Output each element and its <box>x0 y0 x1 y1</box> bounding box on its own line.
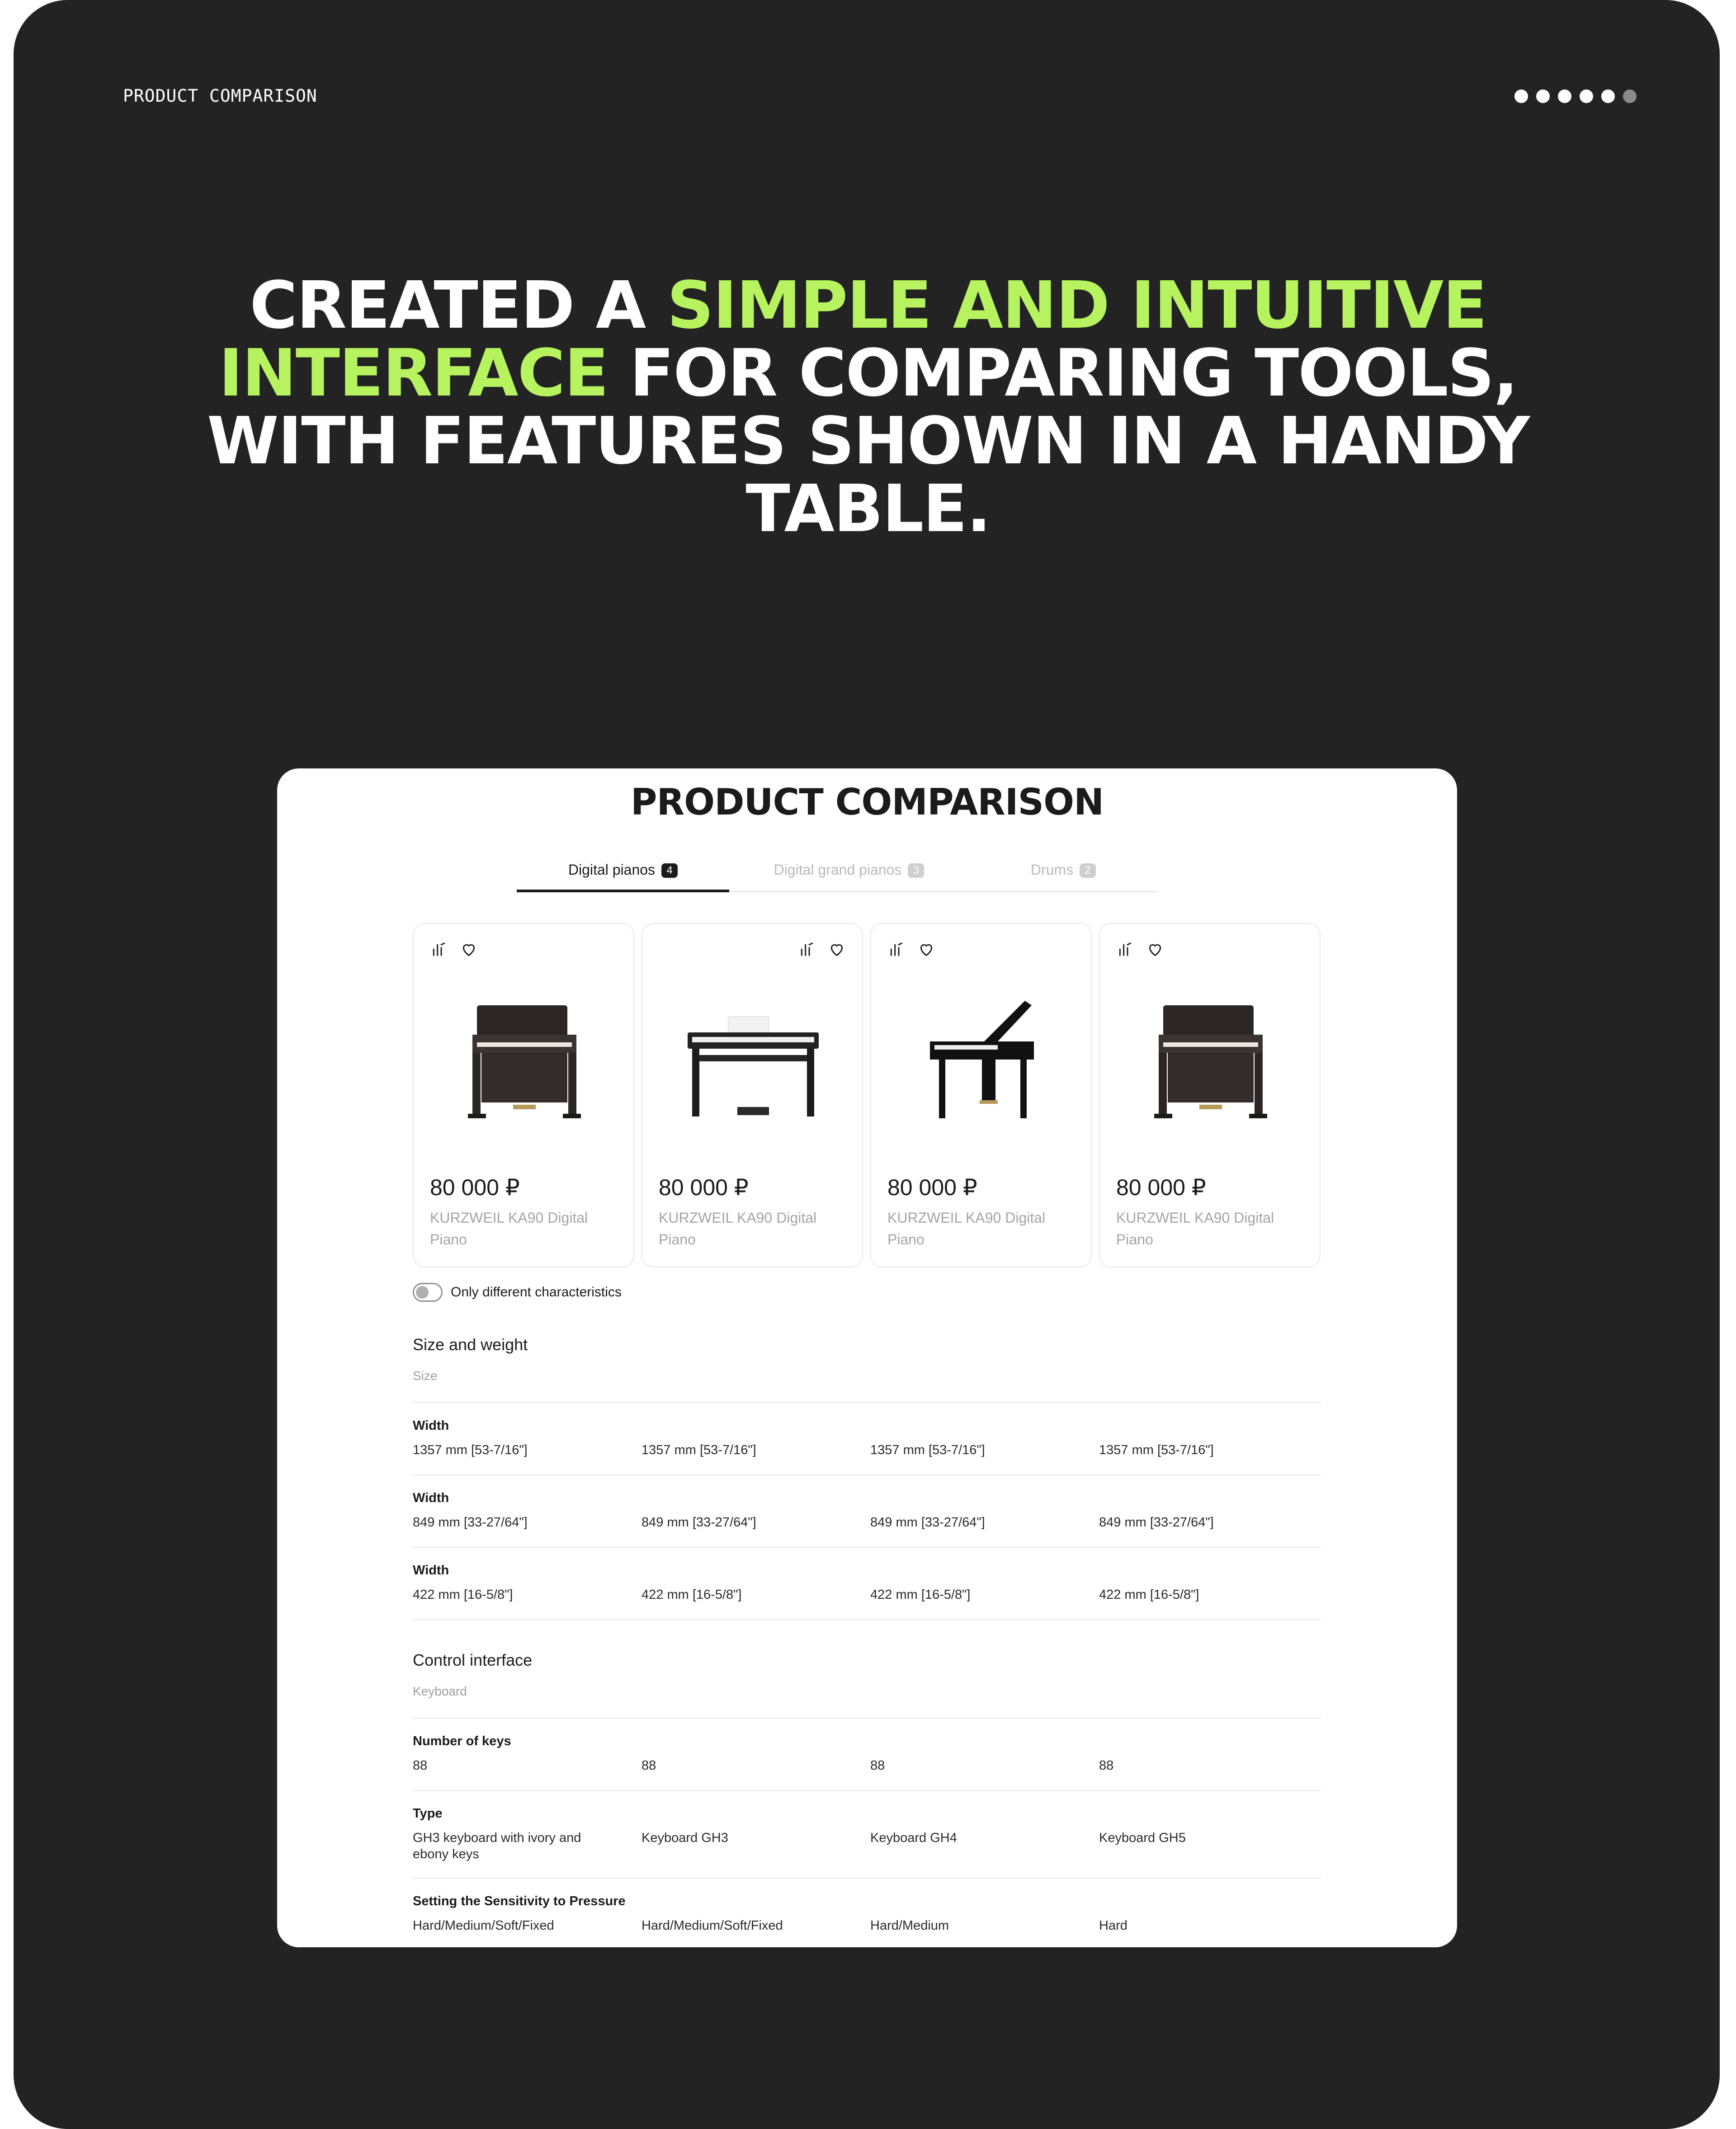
tab-drums[interactable] <box>969 862 1158 892</box>
pagination-dot[interactable] <box>1558 89 1571 103</box>
spec-value: Keyboard GH3 <box>642 1831 728 1845</box>
pagination-dot[interactable] <box>1536 89 1550 103</box>
spec-value: Hard/Medium <box>870 1918 949 1933</box>
headline-line-2 <box>0 335 1736 411</box>
top-label: PRODUCT COMPARISON <box>123 86 317 106</box>
product-card[interactable] <box>1099 923 1321 1267</box>
spec-value: 422 mm [16-5/8"] <box>642 1587 742 1602</box>
spec-value: 88 <box>870 1758 885 1773</box>
divider <box>413 1474 1321 1475</box>
stage-piano-image <box>674 992 832 1127</box>
headline-highlight: INTERFACE <box>218 335 608 411</box>
tab-count-badge: 3 <box>908 863 924 878</box>
headline-text: CREATED A <box>250 267 667 343</box>
heart-icon[interactable] <box>460 940 478 958</box>
compare-icon[interactable] <box>798 940 816 958</box>
toggle-knob <box>416 1286 429 1299</box>
tab-digital-pianos[interactable] <box>517 862 729 892</box>
compare-icon[interactable] <box>1116 940 1134 958</box>
toggle-label: Only different characteristics <box>451 1285 622 1300</box>
tab-count-badge: 4 <box>661 863 678 878</box>
headline-highlight: SIMPLE AND INTUITIVE <box>667 267 1486 343</box>
spec-value: 1357 mm [53-7/16"] <box>870 1443 985 1457</box>
spec-value: 422 mm [16-5/8"] <box>1099 1587 1199 1602</box>
product-actions <box>887 940 935 958</box>
spec-label: Type <box>413 1806 443 1821</box>
spec-value: Hard <box>1099 1918 1127 1933</box>
product-price: 80 000 ₽ <box>659 1175 749 1200</box>
headline-line-1 <box>0 267 1736 343</box>
headline-text: FOR COMPARING TOOLS, <box>608 335 1518 411</box>
grand-piano-image <box>903 992 1061 1127</box>
section-subtitle: Keyboard <box>413 1684 467 1698</box>
spec-label: Width <box>413 1418 449 1433</box>
headline-line-3: WITH FEATURES SHOWN IN A HANDY <box>207 403 1529 479</box>
pagination-dot[interactable] <box>1601 89 1615 103</box>
section-title: Size and weight <box>413 1335 528 1354</box>
only-different-toggle-row <box>413 1283 622 1302</box>
headline <box>0 267 1736 546</box>
spec-value: 1357 mm [53-7/16"] <box>642 1443 756 1457</box>
compare-icon[interactable] <box>430 940 448 958</box>
spec-value: 422 mm [16-5/8"] <box>870 1587 971 1602</box>
spec-label: Setting the Sensitivity to Pressure <box>413 1894 626 1908</box>
divider <box>413 1718 1321 1719</box>
page-title: PRODUCT COMPARISON <box>630 781 1104 823</box>
product-price: 80 000 ₽ <box>430 1175 520 1200</box>
pagination-dots <box>1514 89 1637 103</box>
section-title: Control interface <box>413 1651 533 1669</box>
product-cards <box>413 923 1321 1267</box>
upright-piano-image <box>1132 992 1290 1127</box>
divider <box>413 1878 1321 1879</box>
pagination-dot[interactable] <box>1514 89 1528 103</box>
product-price: 80 000 ₽ <box>1116 1175 1206 1200</box>
product-actions <box>798 940 846 958</box>
divider <box>413 1619 1321 1620</box>
spec-value: Keyboard GH5 <box>1099 1831 1186 1845</box>
tab-count-badge: 2 <box>1080 863 1096 878</box>
heart-icon[interactable] <box>828 940 846 958</box>
spec-label: Width <box>413 1491 449 1505</box>
product-price: 80 000 ₽ <box>887 1175 977 1200</box>
product-card[interactable] <box>413 923 634 1267</box>
spec-value: 849 mm [33-27/64"] <box>413 1515 528 1530</box>
spec-value: 1357 mm [53-7/16"] <box>1099 1443 1214 1457</box>
headline-line-4: TABLE. <box>745 471 991 546</box>
product-actions <box>430 940 478 958</box>
compare-icon[interactable] <box>887 940 906 958</box>
spec-value: GH3 keyboard with ivory and ebony keys <box>413 1831 581 1861</box>
divider <box>413 1547 1321 1548</box>
tab-digital-grand-pianos[interactable] <box>729 862 969 892</box>
product-name[interactable]: KURZWEIL KA90 Digital Piano <box>430 1210 588 1248</box>
spec-value: Hard/Medium/Soft/Fixed <box>642 1918 783 1933</box>
spec-value: 849 mm [33-27/64"] <box>642 1515 756 1530</box>
divider <box>413 1790 1321 1791</box>
product-card[interactable] <box>870 923 1092 1267</box>
spec-value: 849 mm [33-27/64"] <box>1099 1515 1214 1530</box>
section-subtitle: Size <box>413 1369 438 1383</box>
product-name[interactable]: KURZWEIL KA90 Digital Piano <box>1116 1210 1274 1248</box>
heart-icon[interactable] <box>1146 940 1164 958</box>
spec-value: 422 mm [16-5/8"] <box>413 1587 513 1602</box>
product-name[interactable]: KURZWEIL KA90 Digital Piano <box>887 1210 1046 1248</box>
only-different-toggle[interactable] <box>413 1283 443 1302</box>
spec-value: 849 mm [33-27/64"] <box>870 1515 985 1530</box>
tab-label: Digital grand pianos <box>774 862 902 878</box>
comparison-card <box>277 768 1457 1947</box>
heart-icon[interactable] <box>917 940 935 958</box>
tab-label: Drums <box>1030 862 1074 878</box>
product-card[interactable] <box>642 923 863 1267</box>
spec-label: Width <box>413 1563 449 1578</box>
product-actions <box>1116 940 1164 958</box>
spec-value: 88 <box>413 1758 428 1773</box>
spec-value: Keyboard GH4 <box>870 1831 957 1845</box>
spec-value: Hard/Medium/Soft/Fixed <box>413 1918 554 1933</box>
spec-value: 88 <box>1099 1758 1114 1773</box>
pagination-dot[interactable] <box>1580 89 1593 103</box>
upright-piano-image <box>445 992 604 1127</box>
pagination-dot-inactive[interactable] <box>1623 89 1637 103</box>
spec-value: 1357 mm [53-7/16"] <box>413 1443 528 1457</box>
tab-label: Digital pianos <box>568 862 656 878</box>
spec-label: Number of keys <box>413 1734 511 1748</box>
category-tabs <box>517 862 1158 892</box>
product-name[interactable]: KURZWEIL KA90 Digital Piano <box>659 1210 817 1248</box>
spec-value: 88 <box>642 1758 656 1773</box>
divider <box>413 1402 1321 1403</box>
